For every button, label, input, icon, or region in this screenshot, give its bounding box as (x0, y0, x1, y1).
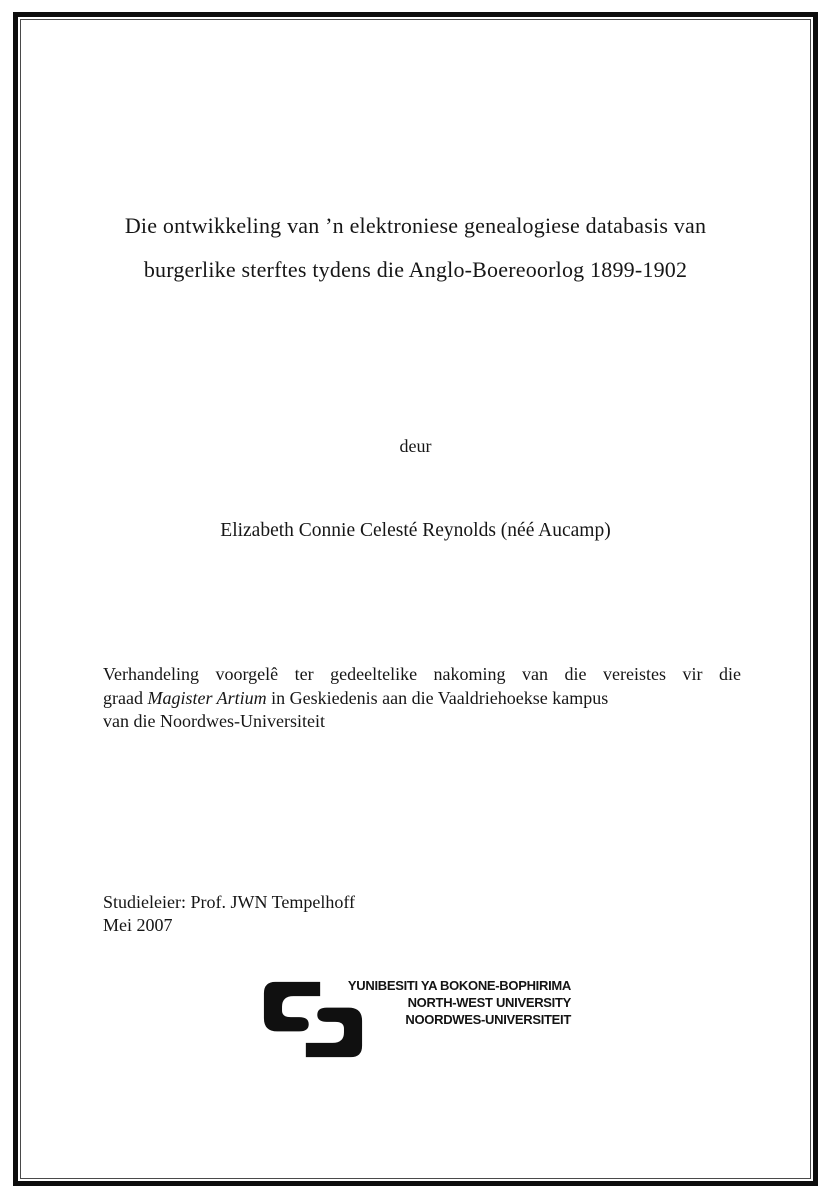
byline-deur: deur (399, 436, 432, 456)
thesis-title (0, 204, 831, 292)
degree-statement-line1: Verhandeling voorgelê ter gedeeltelike nakoming van die vereistes vir die (103, 664, 741, 684)
supervisor-block (103, 891, 355, 937)
supervisor-line: Studieleier: Prof. JWN Tempelhoff (103, 892, 356, 912)
thesis-title-line1: Die ontwikkeling van ’n elektroniese genealogiese databasis van (124, 213, 707, 238)
university-logo-block (258, 979, 573, 1061)
university-names (347, 977, 571, 1029)
degree-statement-line2 (103, 687, 741, 711)
thesis-title-line2: burgerlike sterftes tydens die Anglo-Boereoorlog 1899-1902 (143, 257, 688, 282)
degree-statement-line2-pre: graad (103, 687, 148, 708)
author-name: Elizabeth Connie Celesté Reynolds (néé Aucamp) (220, 520, 611, 541)
degree-statement-line3: van die Noordwes-Universiteit (103, 711, 325, 731)
degree-statement-line2-post: in Geskiedenis aan die Vaaldriehoekse kampus (266, 687, 609, 708)
university-name-setswana: YUNIBESITI YA BOKONE-BOPHIRIMA (347, 978, 571, 993)
degree-statement (103, 663, 741, 734)
university-name-english: NORTH-WEST UNIVERSITY (407, 995, 571, 1011)
degree-name-italic: Magister Artium (147, 687, 267, 708)
date-line: Mei 2007 (103, 915, 173, 935)
university-name-afrikaans: NOORDWES-UNIVERSITEIT (405, 1012, 571, 1028)
